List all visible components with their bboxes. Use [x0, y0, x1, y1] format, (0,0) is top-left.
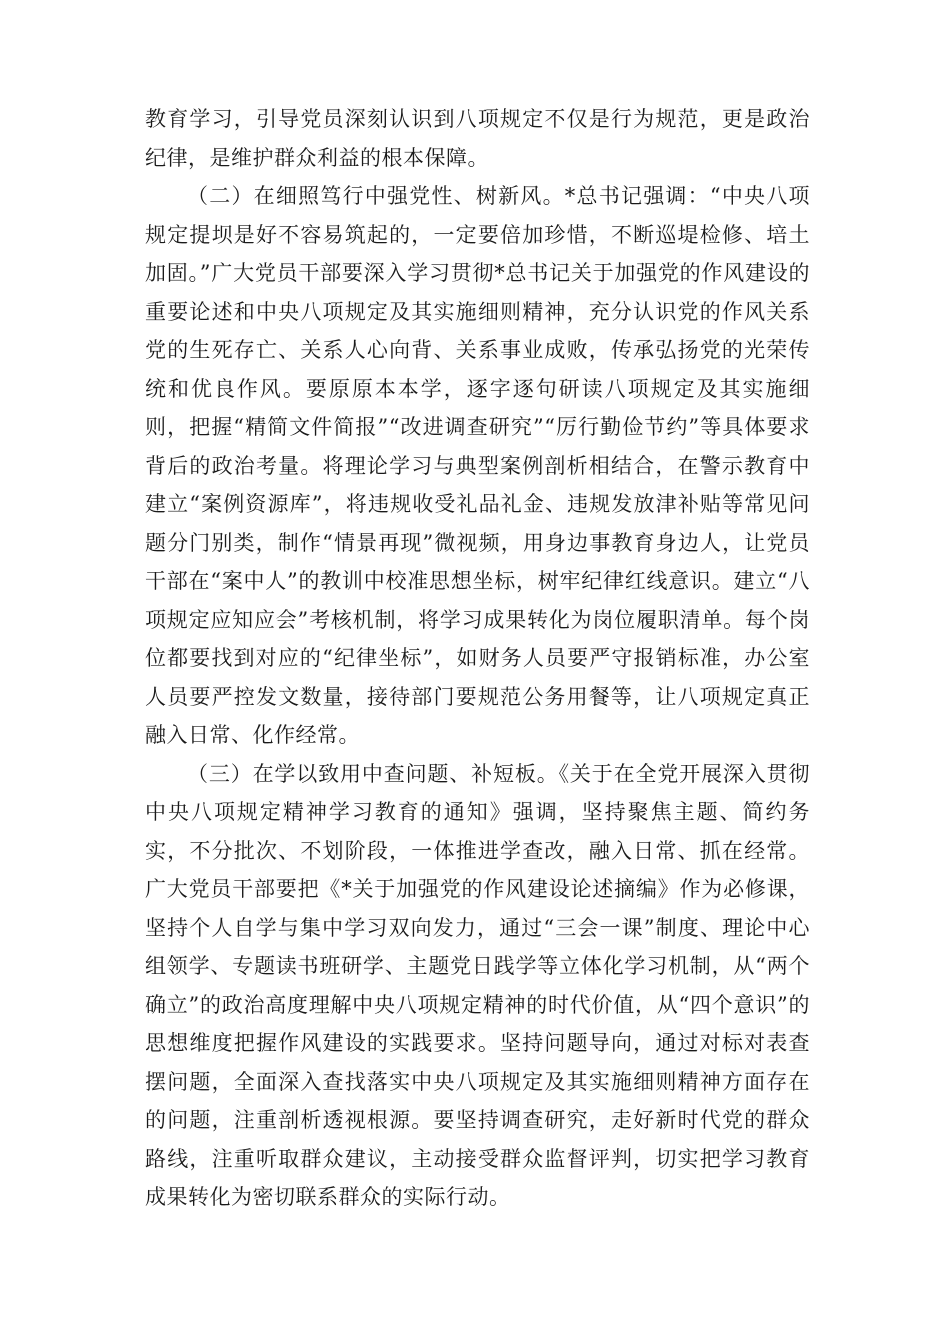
document-body [145, 100, 810, 1217]
paragraph-section-two: （二）在细照笃行中强党性、树新风。*总书记强调：“中央八项规定提坝是好不容易筑起的，一定要倍加珍惜，不断巡堤检修、培土加固。”广大党员干部要深入学习贯彻*总书记关于加强党的作风建设的重要论述和中央八项规定及其实施细则精神，充分认识党的作风关系党的生死存亡、关系人心向背、关系事业成败，传承弘扬党的光荣传统和优良作风。要原原本本学，逐字逐句研读八项规定及其实施细则，把握“精简文件简报”“改进调查研究”“厉行勤俭节约”等具体要求背后的政治考量。将理论学习与典型案例剖析相结合，在警示教育中建立“案例资源库”，将违规收受礼品礼金、违规发放津补贴等常见问题分门别类，制作“情景再现”微视频，用身边事教育身边人，让党员干部在“案中人”的教训中校准思想坐标，树牢纪律红线意识。建立“八项规定应知应会”考核机制，将学习成果转化为岗位履职清单。每个岗位都要找到对应的“纪律坐标”，如财务人员要严守报销标准，办公室人员要严控发文数量，接待部门要规范公务用餐等，让八项规定真正融入日常、化作经常。 [145, 184, 810, 747]
paragraph-section-three: （三）在学以致用中查问题、补短板。《关于在全党开展深入贯彻中央八项规定精神学习教育的通知》强调，坚持聚焦主题、简约务实，不分批次、不划阶段，一体推进学查改，融入日常、抓在经常。广大党员干部要把《*关于加强党的作风建设论述摘编》作为必修课，坚持个人自学与集中学习双向发力，通过“三会一课”制度、理论中心组领学、专题读书班研学、主题党日践学等立体化学习机制，从“两个确立”的政治高度理解中央八项规定精神的时代价值，从“四个意识”的思想维度把握作风建设的实践要求。坚持问题导向，通过对标对表查摆问题，全面深入查找落实中央八项规定及其实施细则精神方面存在的问题，注重剖析透视根源。要坚持调查研究，走好新时代党的群众路线，注重听取群众建议，主动接受群众监督评判，切实把学习教育成果转化为密切联系群众的实际行动。 [145, 761, 810, 1209]
paragraph-continuation: 教育学习，引导党员深刻认识到八项规定不仅是行为规范，更是政治纪律，是维护群众利益的根本保障。 [145, 107, 810, 170]
